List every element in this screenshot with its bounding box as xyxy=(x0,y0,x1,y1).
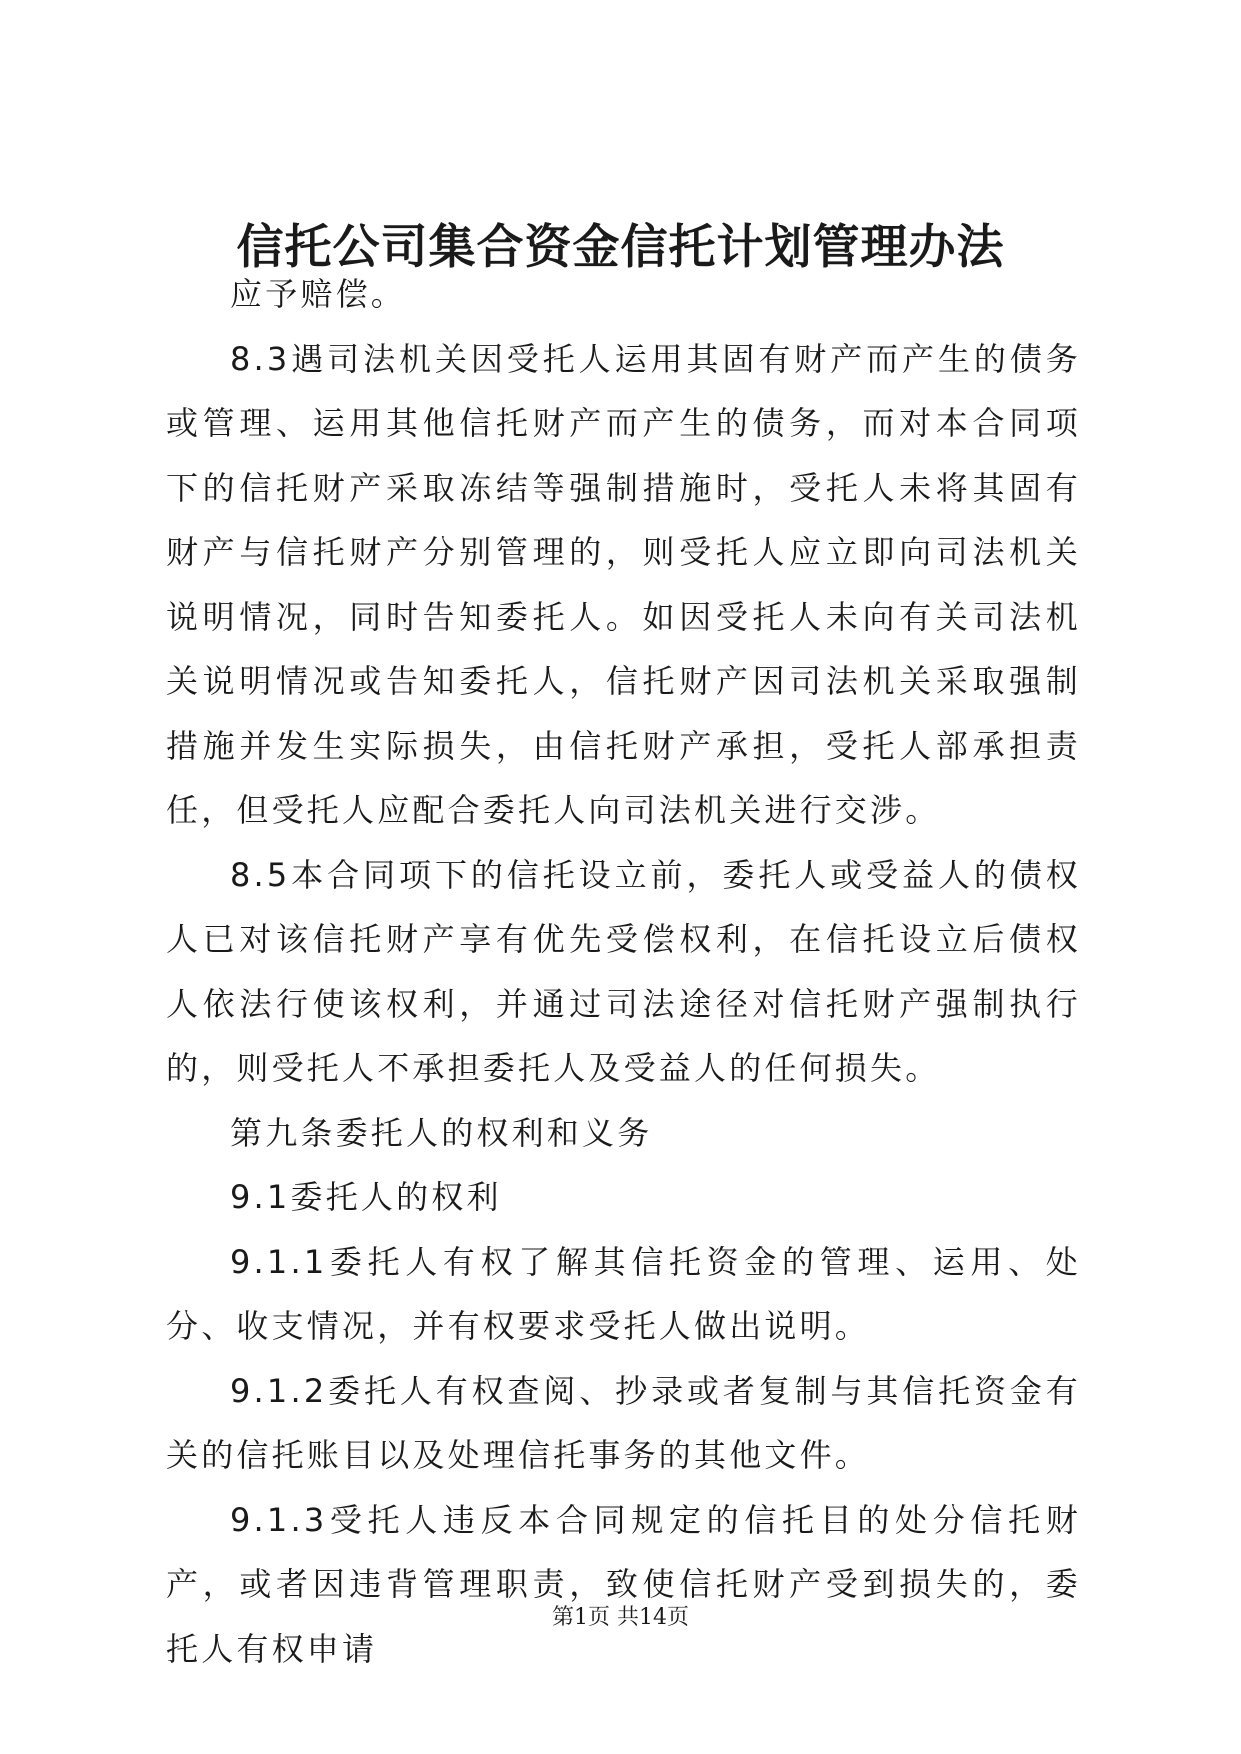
paragraph: 8.5本合同项下的信托设立前，委托人或受益人的债权人已对该信托财产享有优先受偿权利，在信托设立后债权人依法行使该权利，并通过司法途径对信托财产强制执行的，则受托人不承担委托人及受益人的任何损失。 xyxy=(166,855,1081,1087)
section-heading: 第九条委托人的权利和义务 xyxy=(230,1113,653,1152)
document-title: 信托公司集合资金信托计划管理办法 xyxy=(236,220,1005,275)
paragraph: 8.3遇司法机关因受托人运用其固有财产而产生的债务或管理、运用其他信托财产而产生的债务，而对本合同项下的信托财产采取冻结等强制措施时，受托人未将其固有财产与信托财产分别管理的，则受托人应立即向司法机关说明情况，同时告知委托人。如因受托人未向有关司法机关说明情况或告知委托人，信托财产因司法机关采取强制措施并发生实际损失，由信托财产承担，受托人部承担责任，但受托人应配合委托人向司法机关进行交涉。 xyxy=(166,339,1081,829)
subsection-heading: 9.1委托人的权利 xyxy=(230,1178,502,1216)
document-body xyxy=(166,262,1081,1681)
page-number: 第1页 共14页 xyxy=(552,1605,689,1630)
paragraph: 应予赔偿。 xyxy=(230,275,407,313)
paragraph: 9.1.2委托人有权查阅、抄录或者复制与其信托资金有关的信托账目以及处理信托事务的其他文件。 xyxy=(166,1371,1081,1474)
paragraph: 9.1.3受托人违反本合同规定的信托目的处分信托财产，或者因违背管理职责，致使信托财产受到损失的，委托人有权申请 xyxy=(166,1500,1081,1668)
paragraph: 9.1.1委托人有权了解其信托资金的管理、运用、处分、收支情况，并有权要求受托人做出说明。 xyxy=(166,1242,1081,1345)
